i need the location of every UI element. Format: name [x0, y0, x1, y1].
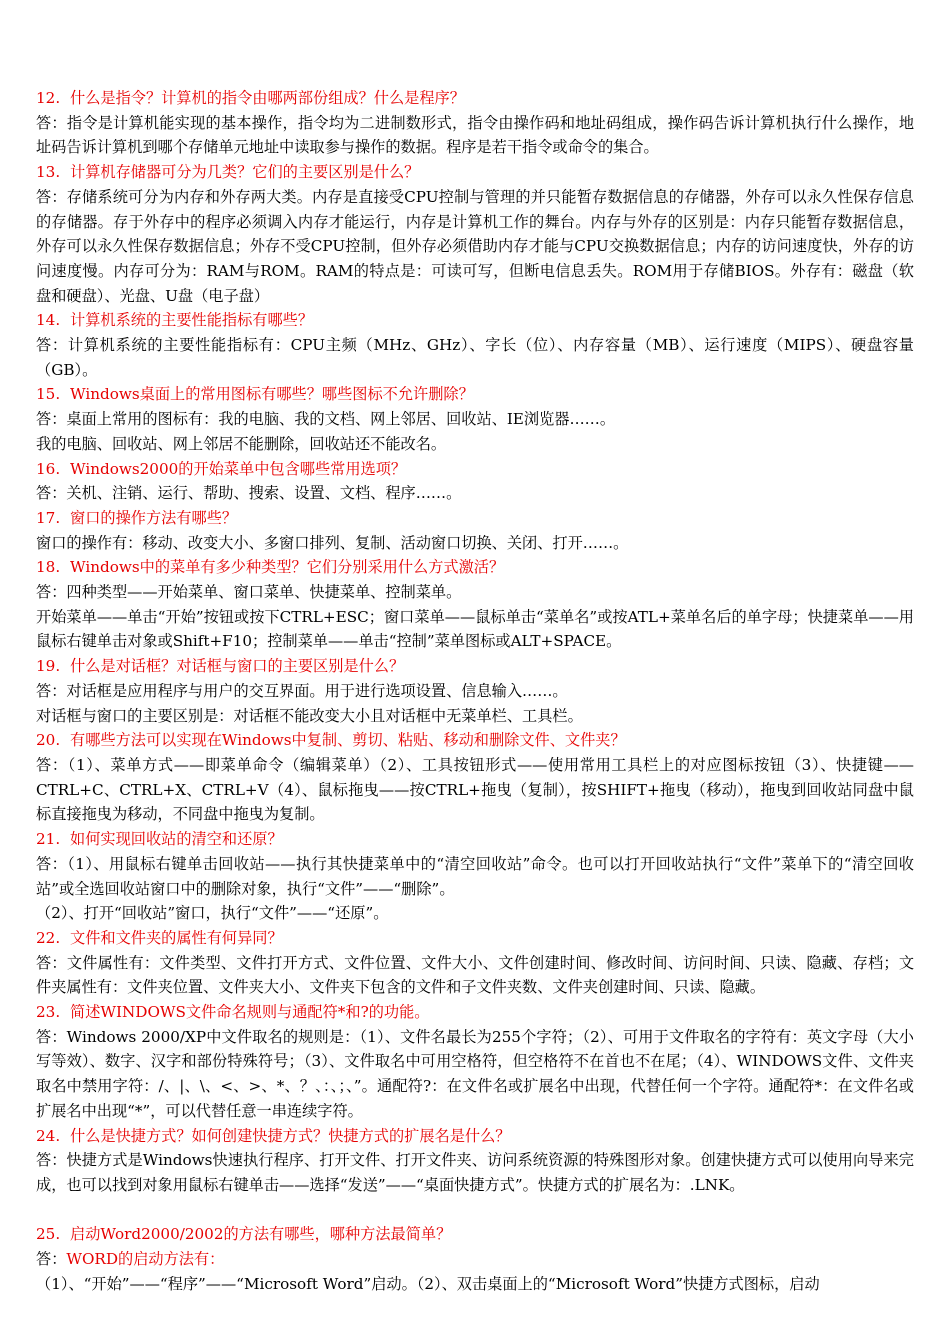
question-heading: [36, 555, 914, 580]
question-heading: [36, 926, 914, 951]
question-number: 20.: [36, 731, 61, 750]
question-heading: [36, 160, 914, 185]
question-heading: [36, 1222, 914, 1247]
question-number: 25.: [36, 1225, 61, 1244]
answer-paragraph: 开始菜单——单击“开始”按钮或按下CTRL+ESC；窗口菜单——鼠标单击“菜单名”或按ATL+菜单名后的单字母；快捷菜单——用鼠标右键单击对象或Shift+F10；控制菜单——单击“控制”菜单图标或ALT+SPACE。: [36, 607, 914, 651]
question-number: 23.: [36, 1003, 61, 1022]
question-heading: [36, 308, 914, 333]
answer-paragraph: 答：桌面上常用的图标有：我的电脑、我的文档、网上邻居、回收站、IE浏览器……。: [36, 410, 616, 429]
question-text: 什么是对话框？对话框与窗口的主要区别是什么？: [70, 657, 405, 676]
question-heading: [36, 506, 914, 531]
question-number: 18.: [36, 558, 61, 577]
question-text: Windows桌面上的常用图标有哪些？哪些图标不允许删除？: [70, 385, 474, 404]
question-text: Windows中的菜单有多少种类型？它们分别采用什么方式激活？: [70, 558, 505, 577]
question-heading: [36, 457, 914, 482]
answer-paragraph: 答：快捷方式是Windows快速执行程序、打开文件、打开文件夹、访问系统资源的特殊图形对象。创建快捷方式可以使用向导来完成，也可以找到对象用鼠标右键单击——选择“发送”——“桌面快捷方式”。快捷方式的扩展名为：.LNK。: [36, 1151, 914, 1194]
answer-paragraph: 答：指令是计算机能实现的基本操作，指令均为二进制数形式，指令由操作码和地址码组成，操作码告诉计算机执行什么操作，地址码告诉计算机到哪个存储单元地址中读取参与操作的数据。程序是若干指令或命令的集合。: [36, 113, 914, 157]
answer-paragraph: 答：计算机系统的主要性能指标有：CPU主频（MHz、GHz）、字长（位）、内存容量（MB）、运行速度（MIPS）、硬盘容量（GB）。: [36, 336, 914, 379]
answer-paragraph: 答：关机、注销、运行、帮助、搜索、设置、文档、程序……。: [36, 484, 462, 503]
question-text: 计算机存储器可分为几类？它们的主要区别是什么？: [70, 163, 420, 182]
question-number: 14.: [36, 311, 61, 330]
question-text: Windows2000的开始菜单中包含哪些常用选项？: [70, 459, 407, 478]
question-text: 简述WINDOWS文件命名规则与通配符*和?的功能。: [70, 1003, 430, 1022]
question-heading: [36, 1000, 914, 1025]
question-number: 21.: [36, 830, 61, 849]
answer-highlight: WORD的启动方法有：: [66, 1250, 225, 1269]
question-heading: [36, 382, 914, 407]
question-heading: [36, 728, 914, 753]
question-heading: [36, 827, 914, 852]
answer-paragraph: （1）、“开始”——“程序”——“Microsoft Word”启动。（2）、双击桌面上的“Microsoft Word”快捷方式图标，启动: [36, 1274, 820, 1293]
answer-prefix: 答：: [36, 1250, 67, 1269]
question-number: 13.: [36, 163, 61, 182]
answer-paragraph: 答：Windows 2000/XP中文件取名的规则是：（1）、文件名最长为255个字符；（2）、可用于文件取名的字符有：英文字母（大小写等效）、数字、汉字和部份特殊符号；（3）、文件取名中可用空格符，但空格符不在首也不在尾；（4）、WINDOWS文件、文件夹取名中禁用字符：/、|、\、<、>、*、？、：、；、”。通配符?：在文件名或扩展名中出现，代替任何一个字符。通配符*：在文件名或扩展名中出现“*”，可以代替任意一串连续字符。: [36, 1027, 914, 1120]
question-text: 如何实现回收站的清空和还原？: [70, 830, 283, 849]
question-text: 文件和文件夹的属性有何异同？: [70, 928, 283, 947]
question-text: 启动Word2000/2002的方法有哪些，哪种方法最简单？: [70, 1225, 452, 1244]
answer-paragraph: 答：四种类型——开始菜单、窗口菜单、快捷菜单、控制菜单。: [36, 583, 462, 602]
question-text: 计算机系统的主要性能指标有哪些？: [70, 311, 313, 330]
question-number: 19.: [36, 657, 61, 676]
answer-paragraph: 答：（1）、菜单方式——即菜单命令（编辑菜单）（2）、工具按钮形式——使用常用工具栏上的对应图标按钮（3）、快捷键——CTRL+C、CTRL+X、CTRL+V（4）、鼠标拖曳——按CTRL+拖曳（复制），按SHIFT+拖曳（移动），拖曳到回收站同盘中鼠标直接拖曳为移动，不同盘中拖曳为复制。: [36, 755, 914, 824]
answer-paragraph: 窗口的操作有：移动、改变大小、多窗口排列、复制、活动窗口切换、关闭、打开……。: [36, 533, 629, 552]
question-number: 24.: [36, 1126, 61, 1145]
question-number: 12.: [36, 89, 61, 107]
answer-paragraph: 我的电脑、回收站、网上邻居不能删除，回收站还不能改名。: [36, 434, 447, 453]
question-text: 有哪些方法可以实现在Windows中复制、剪切、粘贴、移动和删除文件、文件夹？: [70, 731, 626, 750]
answer-paragraph: 对话框与窗口的主要区别是：对话框不能改变大小且对话框中无菜单栏、工具栏。: [36, 706, 583, 725]
question-number: 16.: [36, 459, 61, 478]
question-heading: [36, 1124, 914, 1149]
document-body: [36, 86, 914, 1296]
question-heading: [36, 86, 914, 111]
question-text: 什么是快捷方式？如何创建快捷方式？快捷方式的扩展名是什么？: [70, 1126, 511, 1145]
answer-paragraph: [36, 1247, 914, 1272]
question-number: 22.: [36, 928, 61, 947]
question-number: 15.: [36, 385, 61, 404]
question-text: 窗口的操作方法有哪些？: [70, 508, 238, 527]
answer-paragraph: 答：存储系统可分为内存和外存两大类。内存是直接受CPU控制与管理的并只能暂存数据信息的存储器，外存可以永久性保存信息的存储器。存于外存中的程序必须调入内存才能运行，内存是计算机工作的舞台。内存与外存的区别是：内存只能暂存数据信息，外存可以永久性保存数据信息；外存不受CPU控制，但外存必须借助内存才能与CPU交换数据信息；内存的访问速度快，外存的访问速度慢。内存可分为：RAM与ROM。RAM的特点是：可读可写，但断电信息丢失。ROM用于存储BIOS。外存有：磁盘（软盘和硬盘）、光盘、U盘（电子盘）: [36, 187, 914, 305]
blank-line: [36, 1198, 914, 1223]
answer-paragraph: 答：（1）、用鼠标右键单击回收站——执行其快捷菜单中的“清空回收站”命令。也可以打开回收站执行“文件”菜单下的“清空回收站”或全选回收站窗口中的删除对象，执行“文件”——“删除”。: [36, 854, 914, 898]
question-text: 什么是指令？计算机的指令由哪两部份组成？什么是程序？: [70, 89, 465, 107]
question-heading: [36, 654, 914, 679]
answer-paragraph: 答：文件属性有：文件类型、文件打开方式、文件位置、文件大小、文件创建时间、修改时间、访问时间、只读、隐藏、存档；文件夹属性有：文件夹位置、文件夹大小、文件夹下包含的文件和子文件夹数、文件夹创建时间、只读、隐藏。: [36, 953, 914, 997]
answer-paragraph: （2）、打开“回收站”窗口，执行“文件”——“还原”。: [36, 904, 389, 923]
question-number: 17.: [36, 508, 61, 527]
answer-paragraph: 答：对话框是应用程序与用户的交互界面。用于进行选项设置、信息输入……。: [36, 681, 568, 700]
